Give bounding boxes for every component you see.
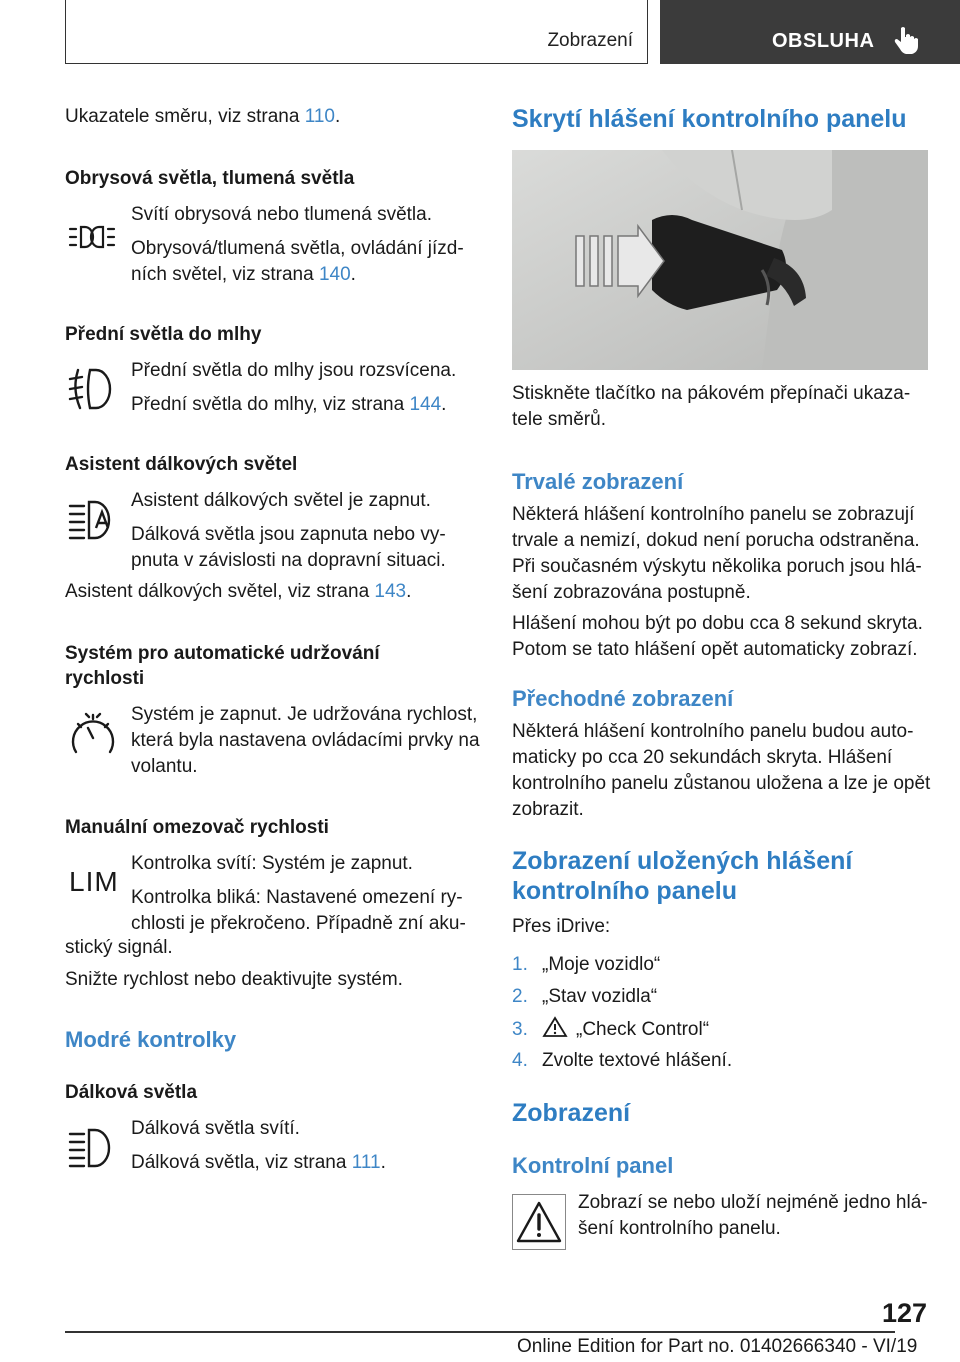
perm-text-1d: šení zobrazována postupně. (512, 582, 751, 603)
temp-text-1b: maticky po cca 20 sekundách skryta. Hlášení (512, 747, 893, 768)
limiter-text-1: Kontrolka svítí: Systém je zapnut. (131, 853, 413, 874)
hba-text-3-body: Asistent dálkových světel, viz strana (65, 581, 375, 602)
step-text: „Stav vozidla“ (542, 986, 658, 1007)
step-number: 4. (512, 1050, 528, 1071)
limiter-text-2a: Kontrolka bliká: Nastavené omezení ry- (131, 887, 463, 908)
step-item (512, 984, 657, 1011)
display-heading: Zobrazení (512, 1099, 631, 1127)
limiter-heading: Manuální omezovač rychlosti (65, 817, 329, 838)
side-lights-text-2b: ních světel, viz strana 140. (131, 264, 356, 285)
cruise-text-1b: která byla nastavena ovládacími prvky na (131, 730, 480, 751)
panel-text-1b: šení kontrolního panelu. (578, 1218, 781, 1239)
perm-text-1a: Některá hlášení kontrolního panelu se zobrazují (512, 504, 915, 525)
temp-text-1a: Některá hlášení kontrolního panelu budou auto- (512, 721, 914, 742)
header-chapter-tab (660, 0, 960, 64)
perm-text-2b: Potom se tato hlášení opět automaticky zobrazí. (512, 639, 918, 660)
perm-text-2a: Hlášení mohou být po dobu cca 8 sekund skryta. (512, 613, 923, 634)
hba-heading: Asistent dálkových světel (65, 454, 298, 475)
high-beam-heading: Dálková světla (65, 1082, 198, 1103)
indicator-paragraph: Ukazatele směru, viz strana 110. (65, 106, 341, 127)
edition-footer: Online Edition for Part no. 01402666340 - VI/19 (517, 1336, 918, 1357)
control-panel-heading: Kontrolní panel (512, 1153, 674, 1178)
hba-page-link[interactable]: 143 (374, 581, 407, 602)
page-number: 127 (881, 1298, 927, 1328)
step-number: 2. (512, 986, 528, 1007)
cruise-heading-a: Systém pro automatické udržování (65, 643, 380, 664)
side-lights-heading: Obrysová světla, tlumená světla (65, 168, 355, 189)
step-text: „Moje vozidlo“ (542, 954, 661, 975)
footer-divider (65, 1331, 895, 1333)
perm-text-1b: trvale a nemizí, dokud není porucha odstraněna. (512, 530, 920, 551)
side-lights-text-2b-body: ních světel, viz strana (131, 264, 319, 285)
cruise-control-icon (68, 712, 118, 760)
side-lights-page-link[interactable]: 140 (318, 264, 351, 285)
stored-messages-heading-a: Zobrazení uložených hlášení (512, 847, 853, 875)
hba-text-2a: Dálková světla jsou zapnuta nebo vy- (131, 524, 446, 545)
warning-triangle-icon (542, 1016, 568, 1038)
perm-text-1c: Při současném výskytu několika poruch jsou hlá- (512, 556, 922, 577)
high-beam-text-2: Dálková světla, viz strana 111. (131, 1152, 386, 1173)
limiter-text-2c: stický signál. (65, 937, 173, 958)
cruise-text-1a: Systém je zapnut. Je udržována rychlost, (131, 704, 478, 725)
panel-text-1a: Zobrazí se nebo uloží nejméně jedno hlá- (578, 1192, 928, 1213)
step-number: 3. (512, 1019, 528, 1040)
low-beam-lights-icon (68, 224, 116, 250)
indicator-page-link[interactable]: 110 (304, 106, 335, 127)
stored-messages-heading-b: kontrolního panelu (512, 877, 737, 905)
hba-text-1: Asistent dálkových světel je zapnut. (131, 490, 431, 511)
limiter-text-2b: chlosti je překročeno. Případně zní aku- (131, 913, 466, 934)
side-lights-text-1: Svítí obrysová nebo tlumená světla. (131, 204, 432, 225)
step-item (512, 1048, 732, 1075)
hide-text-1a: Stiskněte tlačítko na pákovém přepínači ukaza- (512, 383, 911, 404)
step-item (512, 952, 660, 979)
hand-pointer-icon (894, 26, 920, 54)
temp-text-1d: zobrazit. (512, 799, 584, 820)
high-beam-page-link[interactable]: 111 (351, 1152, 381, 1173)
warning-panel-box (512, 1194, 566, 1250)
fog-lights-text-2: Přední světla do mlhy, viz strana 144. (131, 394, 447, 415)
fog-lights-text-2-body: Přední světla do mlhy, viz strana (131, 394, 410, 415)
header-section-box (65, 0, 648, 64)
cruise-text-1c: volantu. (131, 756, 198, 777)
permanent-display-heading: Trvalé zobrazení (512, 469, 684, 494)
step-text: Zvolte textové hlášení. (542, 1050, 733, 1071)
speed-limiter-icon: LIM (69, 866, 119, 897)
via-idrive-text: Přes iDrive: (512, 916, 611, 937)
indicator-stalk-illustration (512, 150, 928, 370)
indicator-stalk-figure (512, 150, 928, 370)
fog-lights-heading: Přední světla do mlhy (65, 324, 262, 345)
hide-messages-heading: Skrytí hlášení kontrolního panelu (512, 105, 907, 133)
high-beam-text-2-body: Dálková světla, viz strana (131, 1152, 352, 1173)
warning-triangle-large-icon (513, 1195, 565, 1249)
hba-text-2b: pnuta v závislosti na dopravní situaci. (131, 550, 446, 571)
hide-text-1b: tele směrů. (512, 409, 606, 430)
step-text: „Check Control“ (576, 1019, 710, 1040)
side-lights-text-2a: Obrysová/tlumená světla, ovládání jízd- (131, 238, 464, 259)
blue-indicators-heading: Modré kontrolky (65, 1027, 237, 1052)
cruise-heading-b: rychlosti (65, 668, 145, 689)
high-beam-text-1: Dálková světla svítí. (131, 1118, 300, 1139)
header-section-title: Zobrazení (547, 30, 633, 51)
step-number: 1. (512, 954, 528, 975)
limiter-text-3: Snižte rychlost nebo deaktivujte systém. (65, 969, 403, 990)
indicator-text: Ukazatele směru, viz strana (65, 106, 305, 127)
temp-text-1c: kontrolního panelu zůstanou uložena a lze je opět (512, 773, 931, 794)
hba-text-3: Asistent dálkových světel, viz strana 143. (65, 581, 412, 602)
high-beam-icon (68, 1126, 118, 1170)
high-beam-assistant-icon (68, 498, 118, 542)
header-chapter-label: OBSLUHA (772, 30, 875, 52)
step-item (512, 1016, 709, 1044)
fog-lights-page-link[interactable]: 144 (409, 394, 442, 415)
fog-lights-text-1: Přední světla do mlhy jsou rozsvícena. (131, 360, 457, 381)
temporary-display-heading: Přechodné zobrazení (512, 686, 734, 711)
front-fog-lights-icon (68, 368, 118, 410)
